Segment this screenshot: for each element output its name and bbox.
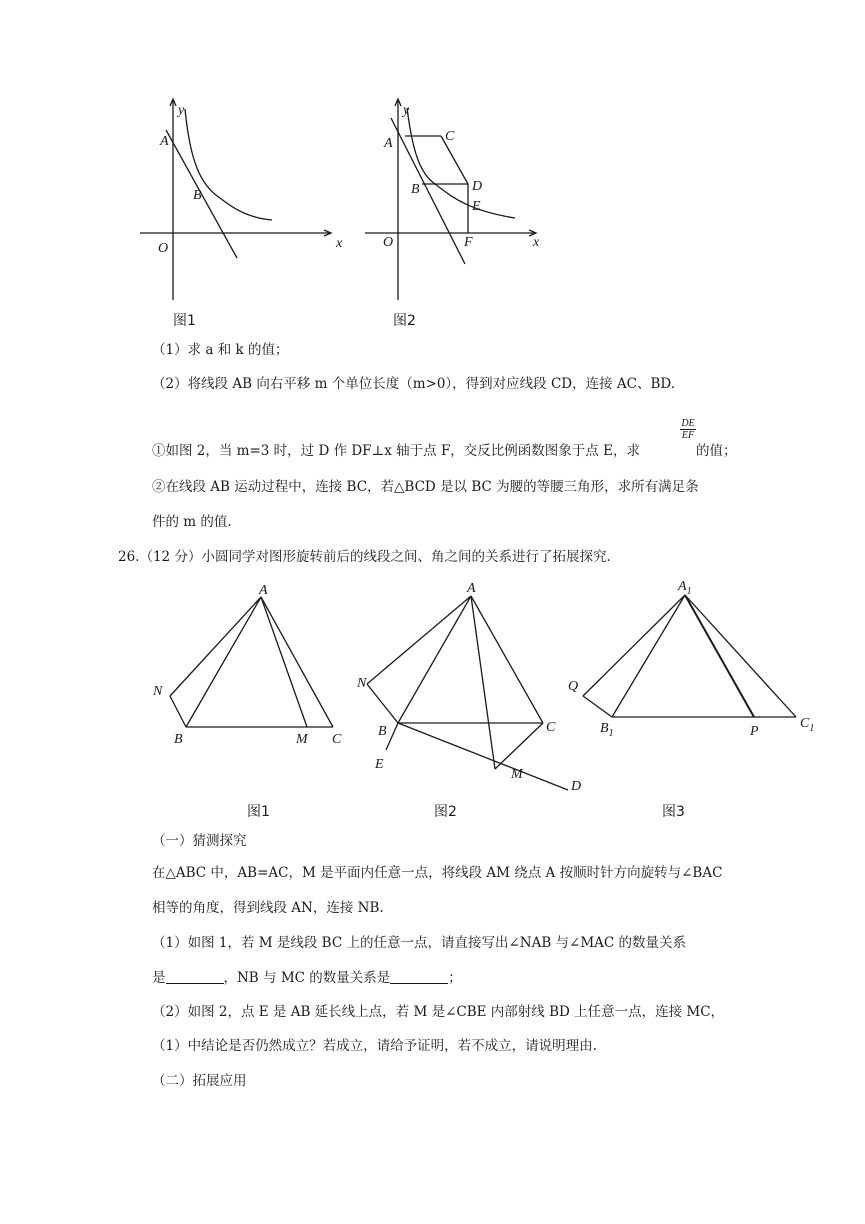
text-shi: 是 bbox=[152, 970, 166, 986]
fraction-DE-EF bbox=[680, 418, 696, 441]
hyperbola-curve bbox=[407, 108, 515, 218]
text-nb-mc: ，NB 与 MC 的数量关系是 bbox=[223, 970, 391, 986]
ray-BE bbox=[386, 723, 398, 750]
ray-BD bbox=[398, 723, 568, 790]
label-y: y bbox=[403, 103, 410, 118]
segment-AB bbox=[398, 596, 471, 723]
label-N: N bbox=[357, 676, 367, 691]
segment-NB bbox=[170, 696, 186, 727]
segment-NB bbox=[367, 684, 398, 723]
fraction-numerator: DE bbox=[681, 418, 695, 429]
q26-heading-guess: （一）猜测探究 bbox=[152, 833, 247, 849]
label-M: M bbox=[511, 767, 523, 782]
q26-part-1-answer-line bbox=[152, 968, 462, 988]
label-A: A bbox=[467, 581, 476, 596]
label-F: F bbox=[464, 235, 473, 250]
figure-3-triangle bbox=[560, 572, 835, 830]
q25-part-2-1-tail: 的值； bbox=[696, 443, 737, 459]
label-B: B bbox=[193, 188, 202, 203]
label-A1: $A_1$ bbox=[678, 579, 692, 597]
label-D: D bbox=[571, 779, 582, 794]
q25-part-2: （2）将线段 AB 向右平移 m 个单位长度（m>0），得到对应线段 CD，连接 AC、BD. bbox=[152, 376, 676, 392]
q25-part-2-1 bbox=[152, 441, 640, 461]
label-A: A bbox=[160, 134, 169, 149]
label-y: y bbox=[178, 103, 185, 118]
label-M: M bbox=[296, 732, 308, 747]
q26-statement-1: 在△ABC 中，AB=AC，M 是平面内任意一点，将线段 AM 绕点 A 按顺时针方向旋转与∠BAC bbox=[152, 865, 723, 881]
q26-part-2: （2）如图 2，点 E 是 AB 延长线上点，若 M 是∠CBE 内部射线 BD 上任意一点，连接 MC， bbox=[152, 1004, 725, 1020]
q26-title: 26.（12 分）小圆同学对图形旋转前后的线段之间、角之间的关系进行了拓展探究. bbox=[118, 549, 611, 565]
label-x: x bbox=[336, 236, 343, 251]
q25-part-2-1-text: ①如图 2，当 m=3 时，过 D 作 DF⊥x 轴于点 F，交反比例函数图象于点 E，求 bbox=[152, 443, 640, 459]
text-semicolon: ； bbox=[448, 970, 462, 986]
label-O: O bbox=[158, 241, 169, 256]
label-D: D bbox=[472, 179, 483, 194]
figure-caption: 图1 bbox=[247, 804, 270, 820]
segment-A1P bbox=[685, 595, 754, 717]
label-B: B bbox=[174, 732, 183, 747]
figure-caption: 图2 bbox=[434, 804, 457, 820]
label-B1: $B_1$ bbox=[600, 721, 614, 739]
label-P: P bbox=[750, 724, 759, 739]
figure-1-inverse-function bbox=[130, 100, 350, 335]
q25-part-2-2: ②在线段 AB 运动过程中，连接 BC，若△BCD 是以 BC 为腰的等腰三角形，求所有满足条 bbox=[152, 479, 699, 495]
figure-caption: 图1 bbox=[173, 313, 196, 329]
hyperbola-curve bbox=[185, 109, 272, 220]
segment-AM bbox=[261, 597, 307, 727]
segment-AN bbox=[367, 596, 471, 684]
figure-1-triangle bbox=[150, 580, 360, 830]
answer-blank-2[interactable] bbox=[390, 969, 448, 984]
label-B: B bbox=[411, 182, 420, 197]
label-C: C bbox=[332, 732, 342, 747]
segment-AM bbox=[471, 596, 495, 769]
label-Q: Q bbox=[568, 679, 579, 694]
figure-caption: 图3 bbox=[662, 804, 685, 820]
fraction-denominator: EF bbox=[681, 430, 695, 441]
segment-MC bbox=[495, 723, 543, 769]
label-A: A bbox=[384, 136, 393, 151]
label-C: C bbox=[445, 129, 455, 144]
label-E: E bbox=[472, 199, 481, 214]
figure-caption: 图2 bbox=[393, 313, 416, 329]
label-N: N bbox=[153, 684, 163, 699]
q26-part-1: （1）如图 1，若 M 是线段 BC 上的任意一点，请直接写出∠NAB 与∠MAC 的数量关系 bbox=[152, 935, 687, 951]
segment-QB1 bbox=[583, 696, 612, 717]
label-E: E bbox=[375, 757, 384, 772]
label-C: C bbox=[546, 720, 556, 735]
label-C1: $C_1$ bbox=[800, 716, 815, 734]
segment-AC bbox=[261, 597, 333, 727]
figure-2-translation bbox=[355, 100, 555, 335]
segment-AN bbox=[170, 597, 261, 696]
label-A: A bbox=[259, 583, 268, 598]
q26-heading-extension: （二）拓展应用 bbox=[152, 1073, 247, 1089]
label-B: B bbox=[378, 724, 387, 739]
segment-AB bbox=[186, 597, 261, 727]
q25-part-1: （1）求 a 和 k 的值； bbox=[152, 342, 289, 358]
segment-AC bbox=[471, 596, 543, 723]
q25-part-2-2-cont: 件的 m 的值. bbox=[152, 514, 232, 530]
label-O: O bbox=[383, 235, 394, 250]
figure-2-triangle bbox=[355, 578, 595, 830]
label-x: x bbox=[533, 235, 540, 250]
q26-statement-2: 相等的角度，得到线段 AN，连接 NB. bbox=[152, 900, 384, 916]
segment-A1C1 bbox=[685, 595, 796, 717]
answer-blank-1[interactable] bbox=[166, 969, 224, 984]
q26-part-2-cont: （1）中结论是否仍然成立？若成立，请给予证明，若不成立，请说明理由. bbox=[152, 1038, 597, 1054]
